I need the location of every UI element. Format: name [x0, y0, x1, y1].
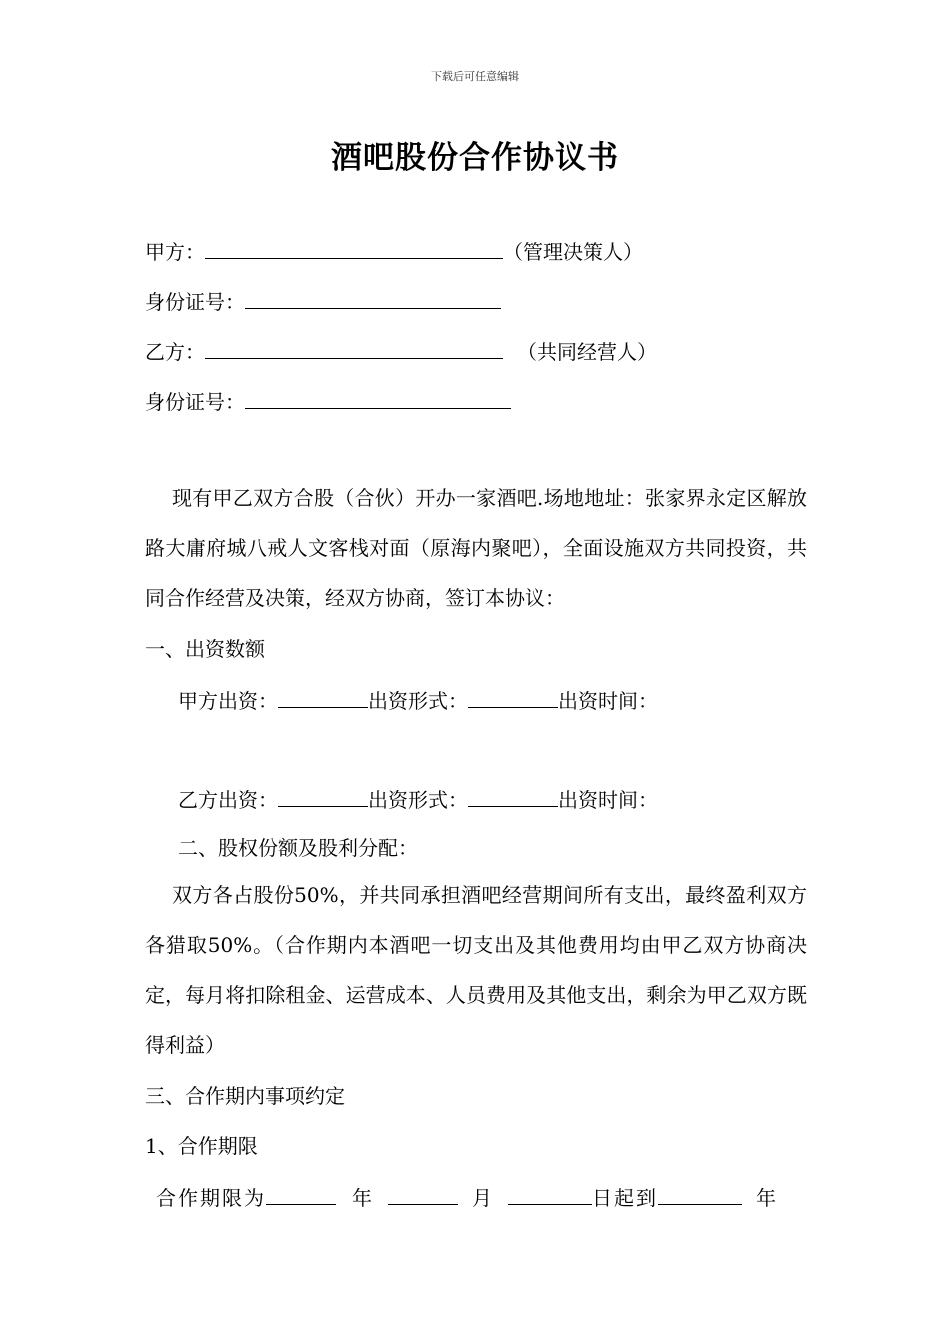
party-b-blank[interactable]: [205, 336, 503, 359]
party-a-form-blank[interactable]: [468, 685, 558, 708]
party-b-form-blank[interactable]: [468, 784, 558, 807]
header-note: 下载后可任意编辑: [431, 70, 519, 83]
party-a-investment-line: [178, 685, 658, 715]
party-a-investment-blank[interactable]: [278, 685, 368, 708]
term-prefix: 合作期限为: [156, 1186, 266, 1210]
party-b-role: （共同经营人）: [517, 340, 657, 364]
item-1-heading: 1、合作期限: [145, 1134, 258, 1158]
party-b-id-blank[interactable]: [245, 386, 511, 409]
party-b-investment-blank[interactable]: [278, 784, 368, 807]
section-2-body: 双方各占股份50%，并共同承担酒吧经营期间所有支出，最终盈利双方各猎取50%。（合作期内本酒吧一切支出及其他费用均由甲乙双方协商决定，每月将扣除租金、运营成本、人员费用及其他支出，剩余为甲乙双方既得利益）: [145, 883, 807, 1057]
party-b-time-label: 出资时间：: [558, 788, 658, 812]
document-title: 酒吧股份合作协议书: [331, 140, 619, 176]
section-3-heading: 三、合作期内事项约定: [145, 1084, 345, 1108]
term-month-label: 月: [472, 1186, 494, 1210]
section-2-heading: 二、股权份额及股利分配：: [178, 836, 418, 860]
intro-paragraph: 现有甲乙双方合股（合伙）开办一家酒吧.场地地址：张家界永定区解放路大庸府城八戒人文客栈对面（原海内聚吧），全面设施双方共同投资，共同合作经营及决策，经双方协商，签订本协议：: [145, 486, 807, 610]
term-start-day-blank[interactable]: [508, 1182, 592, 1205]
party-b-investment-label: 乙方出资：: [178, 788, 278, 812]
term-start-month-blank[interactable]: [388, 1182, 458, 1205]
term-day-from-label: 日起到: [592, 1186, 658, 1210]
party-b-investment-line: [178, 784, 658, 814]
party-a-role: （管理决策人）: [503, 240, 643, 264]
party-a-label: 甲方：: [145, 240, 205, 264]
party-a-time-label: 出资时间：: [558, 689, 658, 713]
party-a-blank[interactable]: [205, 236, 503, 259]
party-b-line: [145, 336, 657, 366]
term-end-year-blank[interactable]: [658, 1182, 742, 1205]
term-start-year-blank[interactable]: [266, 1182, 336, 1205]
party-a-investment-label: 甲方出资：: [178, 689, 278, 713]
party-a-form-label: 出资形式：: [368, 689, 468, 713]
party-b-label: 乙方：: [145, 340, 205, 364]
term-year-label: 年: [352, 1186, 374, 1210]
party-a-id-line: [145, 286, 501, 316]
party-a-line: [145, 236, 643, 266]
party-b-id-line: [145, 386, 511, 416]
party-a-id-label: 身份证号：: [145, 290, 245, 314]
term-end-year-label: 年: [756, 1186, 778, 1210]
term-line: [156, 1182, 778, 1212]
party-b-form-label: 出资形式：: [368, 788, 468, 812]
party-a-id-blank[interactable]: [245, 286, 501, 309]
party-b-id-label: 身份证号：: [145, 390, 245, 414]
section-1-heading: 一、出资数额: [145, 637, 265, 661]
